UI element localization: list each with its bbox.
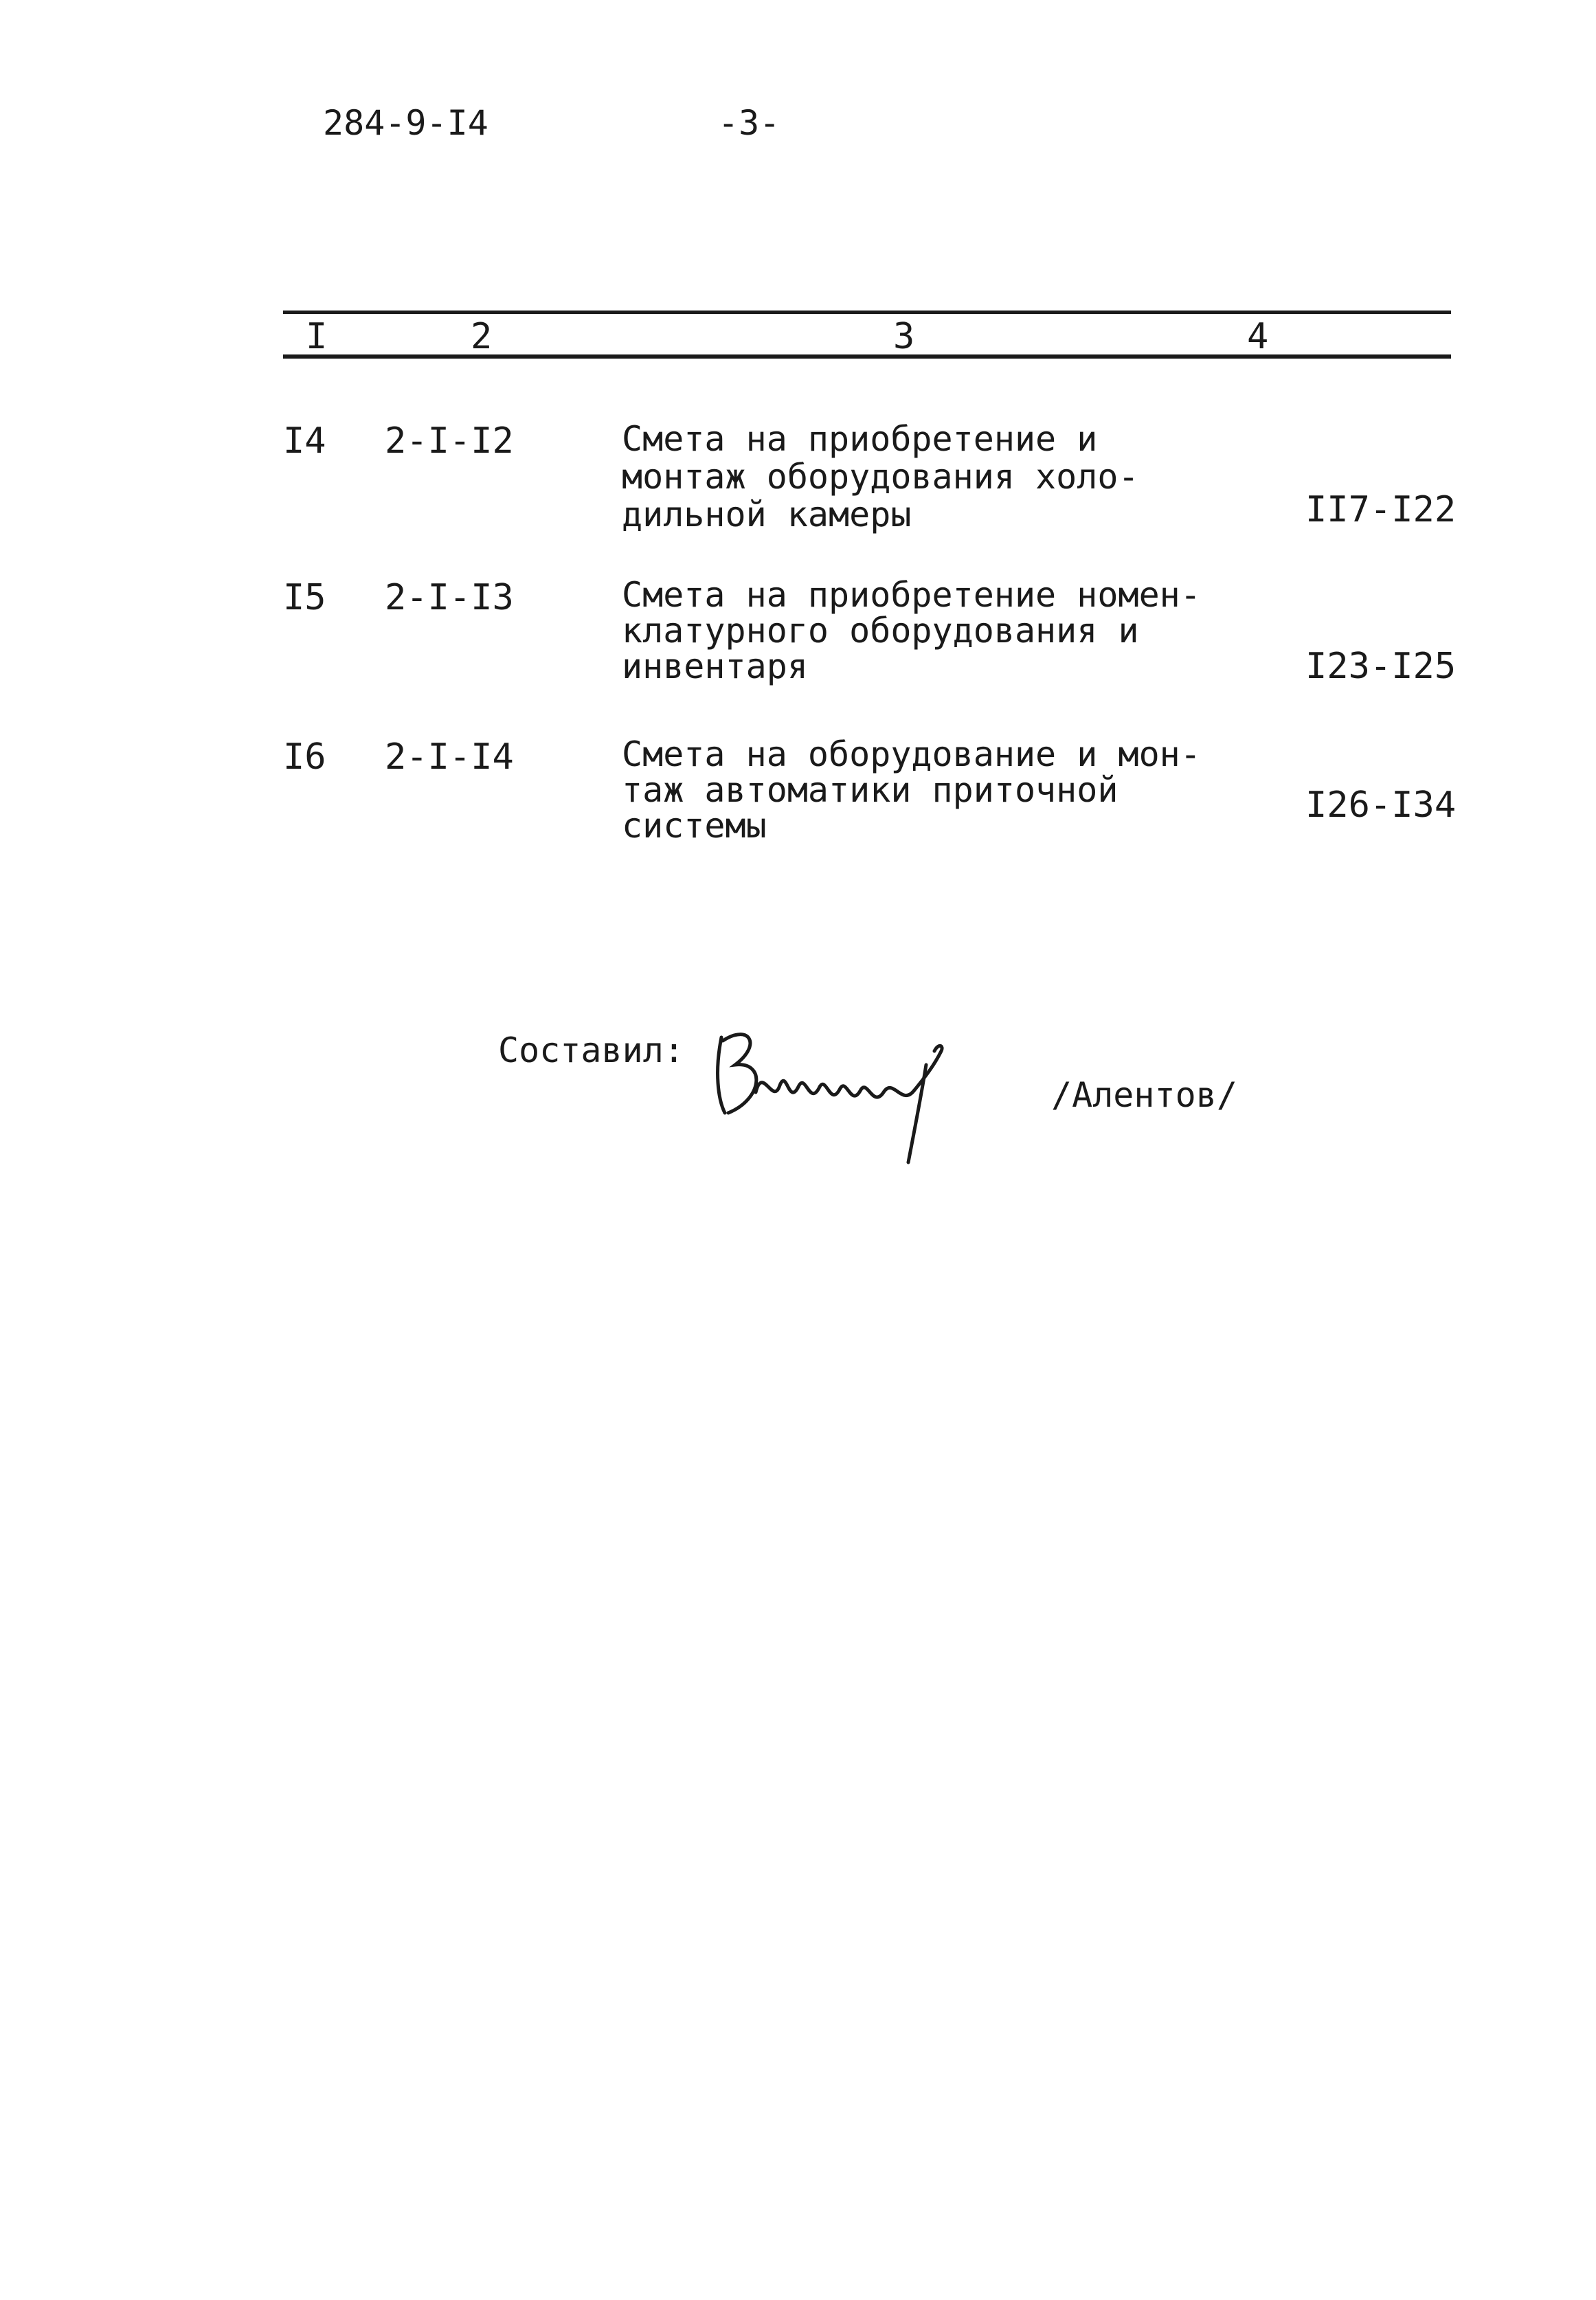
description-line: системы [622,806,767,846]
description-line: дильной камеры [622,495,912,534]
description-line: монтаж оборудования холо- [622,457,1139,497]
table-row-code: 2-I-I3 [385,577,514,618]
table-row-description [622,577,1201,684]
column-number-4: 4 [1247,316,1269,357]
column-number-2: 2 [471,316,493,357]
compiled-by-label: Составил: [498,1030,684,1070]
table-top-rule [283,311,1451,314]
page-number: -3- [718,103,780,143]
description-line: Смета на приобретение и [622,419,1098,459]
signer-name: /Алентов/ [1051,1075,1237,1115]
handwritten-signature [708,1010,969,1168]
description-line: инвентаря [622,646,808,686]
table-row-code: 2-I-I4 [385,736,514,778]
table-row-description [622,736,1201,844]
table-row-number: I5 [283,577,326,618]
table-row-pages: I26-I34 [1305,785,1457,826]
table-row-number: I6 [283,736,326,778]
table-row-code: 2-I-I2 [385,420,514,462]
description-line: таж автоматики приточной [622,770,1119,810]
table-row-description [622,420,1139,534]
table-row-pages: II7-I22 [1305,489,1457,530]
table-row-number: I4 [283,420,326,462]
document-code: 284-9-I4 [323,103,488,143]
table-header-bottom-rule [283,354,1451,359]
column-number-1: I [306,316,328,357]
description-line: Смета на оборудование и мон- [622,734,1201,774]
description-line: Смета на приобретение номен- [622,575,1201,615]
column-number-3: 3 [893,316,915,357]
description-line: клатурного оборудования и [622,611,1139,651]
table-row-pages: I23-I25 [1305,646,1457,687]
